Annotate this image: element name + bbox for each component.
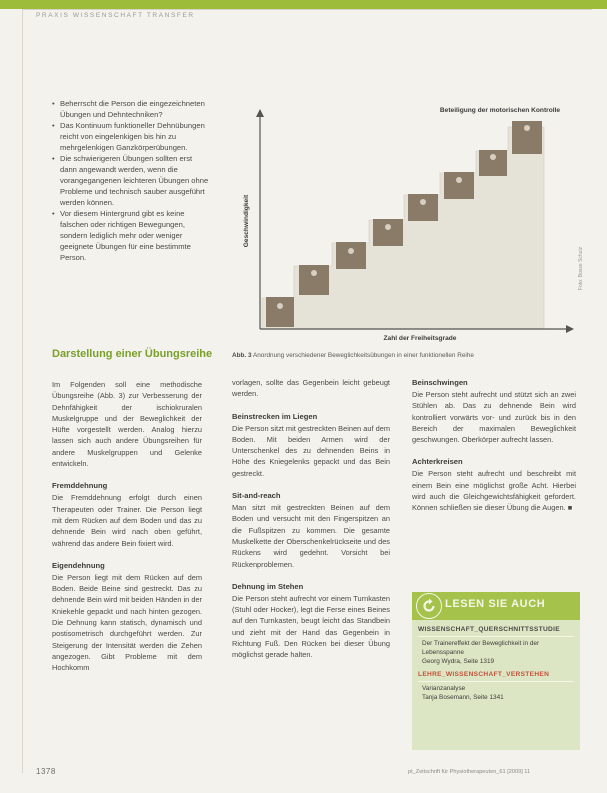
beinschwingen-text: Die Person steht aufrecht und stützt sich an zwei Stühlen ab. Das zu dehnende Bein wird kontrolliert vorwärts vor- und zurück bis in den Bereich der maximalen Beweglichkeit geschwungen. Oberkörper aufrecht lassen. <box>412 390 576 445</box>
achterkreisen-text: Die Person steht aufrecht und beschreibt mit einem Bein eine möglichst große Acht. Hierbei wird auch die Gleichgewichtsfähigkeit gefordert. Können schließen sie dieser Übung die Augen. ■ <box>412 469 576 513</box>
read-also-section-2-title: LEHRE_WISSENSCHAFT_VERSTEHEN <box>418 671 550 678</box>
section-title: Darstellung einer Übungsreihe <box>52 348 213 360</box>
beinstrecken-text: Die Person sitzt mit gestreckten Beinen auf dem Boden. Mit beiden Armen wird der Unterschenkel des zu dehnenden Beins in Höhe des Kniegelenks gepackt und das Bein gestreckt. <box>232 423 390 478</box>
bullet-list <box>52 98 210 263</box>
refresh-arrow-glyph <box>421 598 437 614</box>
figure-caption-text: Anordnung verschiedener Beweglichkeitsübungen in einer funktionellen Reihe <box>252 352 474 359</box>
exercise-photo-5 <box>408 194 438 221</box>
fremddehnung-text: Die Fremddehnung erfolgt durch einen Therapeuten oder Trainer. Die Person liegt mit dem Rücken auf dem Boden und das zu dehnende Bein wird nach oben geführt, während das andere Bein fixiert wird. <box>52 493 202 548</box>
exercise-photo-3 <box>336 242 366 269</box>
read-also-article-2[interactable] <box>422 684 572 702</box>
header-divider <box>22 9 592 10</box>
intro-paragraph: Im Folgenden soll eine methodische Übungsreihe (Abb. 3) zur Verbesserung der Dehnfähigkeit der ischiokruralen Muskelgruppe und der Beweglichkeit der Hüfte vorgestellt werden. Analog hierzu lassen sich auch andere Übungsreihen für andere Muskelgruppen und Gelenke entwickeln. <box>52 380 202 469</box>
beinstrecken-heading: Beinstrecken im Liegen <box>232 411 318 421</box>
top-accent-bar <box>0 0 607 9</box>
read-also-article-1-title: Der Trainereffekt der Beweglichkeit in der Lebensspanne <box>422 640 540 656</box>
read-also-article-1-ref: Georg Wydra, Seite 1319 <box>422 658 495 665</box>
exercise-photo-7 <box>479 150 507 176</box>
sit-and-reach-heading: Sit-and-reach <box>232 491 281 501</box>
page-number: 1378 <box>36 767 56 776</box>
exercise-photo-2 <box>299 265 329 295</box>
dehnung-stehen-heading: Dehnung im Stehen <box>232 581 304 591</box>
y-axis-label: Geschwindigkeit <box>243 194 250 248</box>
exercise-photo-6 <box>444 172 474 199</box>
list-item: • Das Kontinuum funktioneller Dehnübungen reicht von eingelenkigen bis hin zu mehrgelenkigen Ganzkörperübungen. <box>52 120 210 153</box>
y-arrow-head <box>256 109 264 117</box>
read-also-box <box>412 592 580 750</box>
figure-top-label: Beteiligung der motorischen Kontrolle <box>439 107 561 114</box>
left-margin-rule <box>22 10 23 773</box>
figure-graphic <box>232 103 582 343</box>
sit-and-reach-text: Man sitzt mit gestreckten Beinen auf dem Boden und versucht mit den Fingerspitzen an die Fußspitzen zu kommen. Die gesamte Muskelkette der Oberschenkelrückseite und des Rückens wird gedehnt. Vorsicht bei Rückenproblemen. <box>232 503 390 569</box>
figure-caption-number: Abb. 3 <box>232 352 252 359</box>
read-also-section-1-title: WISSENSCHAFT_QUERSCHNITTSSTUDIE <box>418 626 560 633</box>
text-column-1 <box>52 379 202 674</box>
list-item: • Vor diesem Hintergrund gibt es keine falschen oder richtigen Bewegungen, sondern lediglich mehr oder weniger geeignete Übungen für eine bestimmte Person. <box>52 208 210 263</box>
photo-credit: Foto: Bosse Schulz <box>578 246 584 290</box>
text-column-2 <box>232 377 390 661</box>
exercise-photo-4 <box>373 219 403 246</box>
journal-footer: pt_Zeitschrift für Physiotherapeuten_61 [2009] 11 <box>408 769 531 775</box>
running-title: PRAXIS WISSENSCHAFT TRANSFER <box>36 12 195 19</box>
achterkreisen-heading: Achterkreisen <box>412 457 463 467</box>
list-item: • Beherrscht die Person die eingezeichneten Übungen und Dehntechniken? <box>52 98 210 120</box>
figure-caption <box>232 352 592 359</box>
exercise-figure <box>232 103 582 343</box>
read-also-article-1[interactable] <box>422 639 572 666</box>
fremddehnung-heading: Fremddehnung <box>52 481 108 491</box>
read-also-title: LESEN SIE AUCH <box>445 598 546 610</box>
x-axis-label: Zahl der Freiheitsgrade <box>383 335 457 342</box>
read-also-divider <box>418 681 574 682</box>
read-also-article-2-title: Varianzanalyse <box>422 685 466 692</box>
exercise-photo-1 <box>266 297 294 327</box>
eigendehnung-text: Die Person liegt mit dem Rücken auf dem Boden. Beide Beine sind gestreckt. Das zu dehnende Bein wird mit beiden Händen in der Kniekehle gepackt und nach hinten gezogen. Die Dehnung kann statisch, dynamisch und postisometrisch durchgeführt werden. Zur Steigerung der Intensität werden die Zehen angezogen. Gibt Probleme mit dem Hochkomm <box>52 572 202 673</box>
continued-paragraph: vorlagen, sollte das Gegenbein leicht gebeugt werden. <box>232 378 390 399</box>
x-arrow-head <box>566 325 574 333</box>
list-item: • Die schwierigeren Übungen sollten erst dann angewandt werden, wenn die vorangegangenen leichteren Übungen ohne Probleme und technisch sauber ausgeführt werden können. <box>52 153 210 208</box>
read-also-header <box>412 592 580 620</box>
dehnung-stehen-text: Die Person steht aufrecht vor einem Turnkasten (Stuhl oder Hocker), legt die Ferse eines Beines auf den Turnkasten, beugt leicht das Standbein und zieht mit der Hand das Gegenbein in Richtung Fuß. Den Rücken bei dieser Übung möglichst gerade halten. <box>232 593 390 660</box>
read-also-divider <box>418 636 574 637</box>
text-column-3 <box>412 377 576 514</box>
refresh-arrow-icon <box>416 593 442 619</box>
read-also-article-2-ref: Tanja Bosemann, Seite 1341 <box>422 694 504 701</box>
eigendehnung-heading: Eigendehnung <box>52 560 105 570</box>
beinschwingen-heading: Beinschwingen <box>412 378 468 387</box>
